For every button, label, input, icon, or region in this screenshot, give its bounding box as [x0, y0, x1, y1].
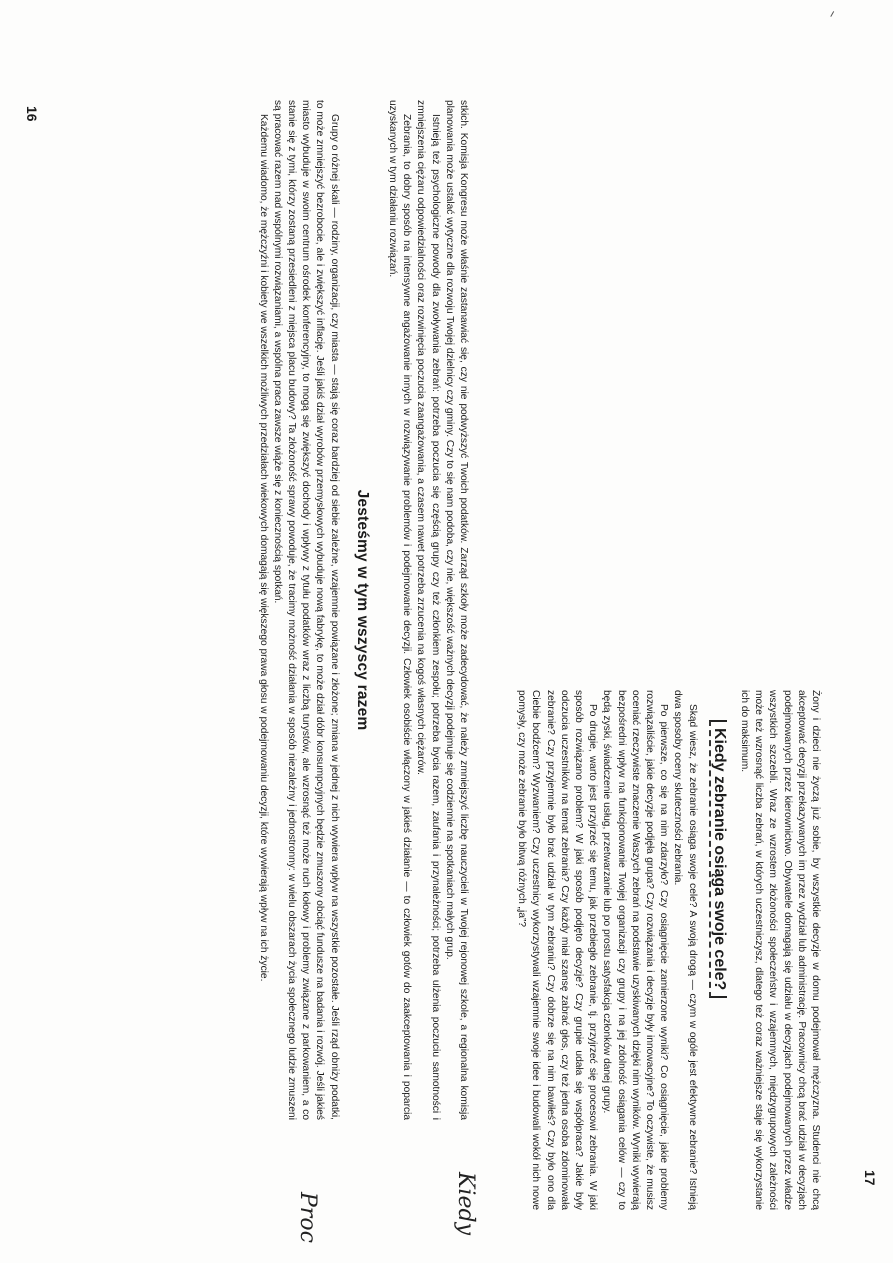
paragraph: Zebrania, to dobry sposób na intensywne angażowanie innych w rozwiązywanie problemów i podejmowanie decyzji. Człowiek osobiście włączony w jakieś działanie — to człowiek gotów do zaakceptowania i poparcia uzyskanych w tym działaniu rozwiązań. — [386, 100, 413, 1120]
right-page — [477, 690, 822, 1210]
left-page-text — [255, 100, 470, 1120]
paragraph: Skąd wiesz, że zebranie osiąga swoje cele? A swoją drogą — czym w ogóle jest efektywne zebranie? Istnieją dwa sposoby oceny skuteczności zebrania. — [672, 690, 698, 1210]
right-page-text — [514, 690, 822, 1210]
paragraph: stkich. Komisja Kongresu może właśnie zastanawiać się, czy nie podwyższyć Twoich podatków. Zarząd szkoły może zadecydować, że należy zmniejszyć liczbę nauczycieli w Twojej rejonowej szkole, a regionalna komisja planowania może ustalać wytyczne dla rozwoju Twojej dzielnicy czy gminy. Czy to się nam podoba, czy nie, większość ważnych decyzji podejmuje się codziennie na spotkaniach małych grup. — [443, 100, 469, 1120]
section-heading-boxed: Kiedy zebranie osiąga swoje cele? — [709, 720, 727, 998]
paragraph: Istnieją też psychologiczne powody dla zwoływania zebrań: potrzeba poczucia się częścią grupy czy też członkiem zespołu; potrzeba bycia razem, zaufania i przynależności; potrzeba ulżenia poczuciu samotności i zmniejszenia ciężaru odpowiedzialności oraz rozwinięcia poczucia zaangażowania, a czasem nawet potrzeba zrzucenia na kogoś własnych ciężarów. — [415, 100, 441, 1120]
page-number-right: 17 — [862, 1170, 878, 1186]
handwritten-note: Proc — [295, 1192, 320, 1243]
section-heading: Jesteśmy w tym wszyscy razem — [353, 489, 371, 731]
handwritten-note: Kiedy — [453, 1172, 478, 1236]
paragraph: Po pierwsze, co się na nim zdarzyło? Czy osiągnięcie zamierzone wyniki? Co osiągnięcie, jakie problemy rozwiązaliście, jakie decyzje podjęła grupa? Czy rozwiązania i decyzje były innowacyjne? To oczywiste, że musisz oceniać rzeczywiste znaczenie Waszych zebrań na podstawie uzyskiwanych dzięki nim wyników. Wyniki wywierają bezpośredni wpływ na funkcjonowanie Twojej organizacji czy grupy i na jej zdolność osiągania celów — czy to będą zyski, świadczenie usług, przetwarzanie lub po prostu satysfakcja członków danej grupy. — [601, 690, 670, 1210]
paragraph: Po drugie, warto jest przyjrzeć się temu, jak przebiegło zebranie, tj. przyjrzeć się procesowi zebrania. W jaki sposób rozwiązano problem? W jaki sposób podjęto decyzje? Czy grupie udała się współpraca? Jakie były odczucia uczestników na temat zebrania? Czy każdy miał szansę zabrać głos, czy też jedna osoba zdominowała zebranie? Czy przyjemnie było brać udział w tym zebraniu? Czy dobrze się na nim bawiłeś? Czy było ono dla Ciebie bodźcem? Wyzwaniem? Czy uczestnicy wykorzystywali wzajemnie swoje idee i budowali wokół nich nowe pomysły, czy może zebranie było bitwą różnych „ja”? — [516, 690, 599, 1210]
page-number-left: 16 — [24, 106, 40, 122]
paragraph: Żony i dzieci nie życzą już sobie, by wszystkie decyzje w domu podejmował mężczyzna. Studenci nie chcą akceptować decyzji przekazywanych im przez wydział lub administrację. Pracownicy chcą brać udział w decyzjach podejmowanych przez kierownictwo. Obywatele domagają się udziału w decyzjach podejmowanych przez władze wszystkich szczebli. Wraz ze wzrostem złożoności społeczeństw i wzajemnych, międzygrupowych zależności może też wzrosnąć liczba zebrań, w których uczestniczysz, dlatego też coraz ważniejsze staje się wykorzystanie ich do maksimum. — [738, 690, 821, 1210]
paragraph: Każdemu wiadomo, że mężczyźni i kobiety we wszelkich możliwych przedziałach wiekowych domagają się większego prawa głosu w podejmowaniu decyzji, które wywierają wpływ na ich życie. — [257, 114, 269, 982]
left-page — [60, 100, 470, 1120]
paragraph: Grupy o różnej skali — rodziny, organizacji, czy miasta — stają się coraz bardziej od siebie zależne, wzajemnie powiązane i złożone; zmiana w jednej z nich wywiera wpływ na wszystkie pozostałe. Jeśli rząd obniży podatki, to może zmniejszyć bezrobocie, ale i zwiększyć inflację. Jeśli jakiś dział wyrobów przemysłowych wybuduje nową fabrykę, to może dział dóbr konsumpcyjnych będzie zmuszony obciąć fundusze na badania i rozwój. Jeśli jakieś miasto wybuduje w swoim centrum ośrodek konferencyjny, to mogą się zwiększyć dochody i wpływy z tytułu podatków wraz z liczbą turystów, ale wzrosnąć też może ruch kołowy i problemy związane z parkowaniem, a co stanie się z tymi, którzy zostaną przesiedleni z miejsca placu budowy? Ta złożoność sprawy powoduje, że tracimy możność działania w sposób niezależny i jednostronny: w wielu obszarach życia społecznego ludzie zmuszeni są pracować razem nad wspólnymi rozwiązaniami, a wspólna praca zawsze wiąże się z koniecznością spotkań. — [271, 100, 340, 1120]
